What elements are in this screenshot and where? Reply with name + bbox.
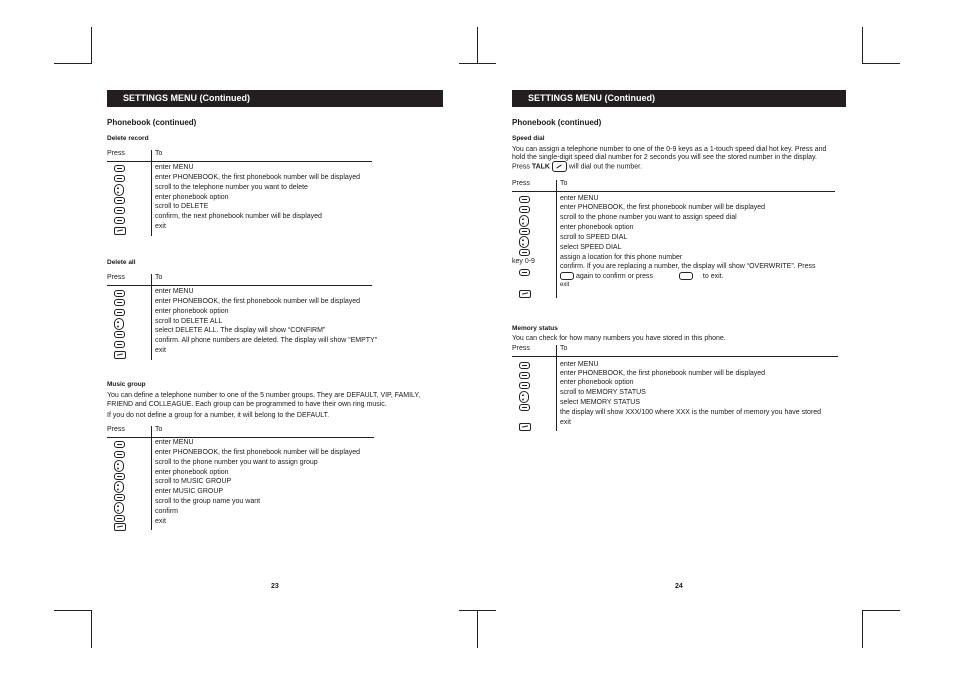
header-title: SETTINGS MENU (Continued): [528, 93, 655, 103]
menu-key-icon: [114, 207, 125, 214]
menu-key-icon: [519, 249, 530, 256]
divider: [107, 437, 374, 438]
table-row: confirm. If you are replacing a number, the display will show “OVERWRITE”. Press: [560, 263, 816, 270]
nav-key-icon: [114, 318, 124, 330]
page-header: [107, 90, 443, 107]
menu-key-icon: [519, 196, 530, 203]
divider: [556, 180, 557, 298]
divider: [151, 426, 152, 530]
table-row: enter PHONEBOOK, the first phonebook number will be displayed: [560, 370, 766, 377]
divider: [151, 150, 152, 236]
table-row: confirm. All phone numbers are deleted. The display will show “EMPTY”: [155, 337, 378, 344]
key-0-9-label: key 0-9: [512, 258, 535, 265]
talk-label: TALK: [531, 163, 550, 171]
paragraph: You can check for how many numbers you have stored in this phone.: [512, 335, 726, 342]
table-row: scroll to MUSIC GROUP: [155, 478, 232, 485]
table-row: assign a location for this phone number: [560, 254, 683, 261]
memory-status-table: [512, 345, 838, 431]
table-row: enter MENU: [155, 439, 194, 446]
section-title: Phonebook (continued): [107, 118, 197, 127]
delete-all-table: [107, 274, 378, 360]
menu-key-icon: [519, 372, 530, 379]
menu-key-icon: [114, 494, 125, 501]
delete-record-table: [107, 150, 372, 236]
nav-key-icon: [519, 391, 529, 403]
table-row: scroll to MEMORY STATUS: [560, 389, 646, 396]
page-header: [512, 90, 846, 107]
divider: [512, 191, 835, 192]
crop-mark: [862, 27, 863, 63]
divider: [151, 274, 152, 360]
crop-mark: [91, 27, 92, 63]
memory-status-title: Memory status: [512, 325, 558, 332]
table-row: exit: [560, 282, 570, 288]
col-press: Press: [512, 345, 530, 352]
table-row: scroll to the group name you want: [155, 498, 261, 505]
table-row: enter phonebook option: [155, 469, 229, 476]
end-key-icon: [519, 423, 531, 431]
table-row: enter PHONEBOOK, the first phonebook number will be displayed: [155, 298, 361, 305]
crop-mark: [91, 610, 92, 648]
confirm-text: again to confirm or press: [575, 273, 653, 280]
paragraph: If you do not define a group for a number, it will belong to the DEFAULT.: [107, 412, 330, 419]
menu-key-icon: [114, 441, 125, 448]
menu-key-icon: [519, 362, 530, 369]
menu-key-icon: [560, 272, 574, 280]
menu-key-icon: [114, 331, 125, 338]
crop-mark: [459, 610, 496, 611]
paragraph: hold the single-digit speed dial number for 2 seconds you will see the stored number in the display.: [512, 154, 817, 161]
menu-key-icon: [114, 165, 125, 172]
divider: [512, 356, 838, 357]
nav-key-icon: [114, 502, 124, 514]
col-press: Press: [512, 180, 530, 187]
col-press: Press: [107, 426, 125, 433]
paragraph: FRIEND and COLLEAGUE. Each group can be programmed to have their own ring music.: [107, 401, 387, 408]
end-key-icon: [114, 523, 126, 531]
table-row: scroll to DELETE ALL: [155, 318, 223, 325]
menu-key-icon: [114, 299, 125, 306]
nav-key-icon: [114, 481, 124, 493]
col-to: To: [560, 180, 568, 187]
confirm-text: to exit.: [702, 273, 724, 280]
table-row: enter MENU: [560, 195, 599, 202]
menu-key-icon: [519, 404, 530, 411]
crop-mark: [862, 610, 863, 648]
table-row: the display will show XXX/100 where XXX is the number of memory you have stored: [560, 409, 822, 416]
delete-all-title: Delete all: [107, 259, 136, 266]
crop-mark: [477, 27, 478, 63]
speed-dial-title: Speed dial: [512, 135, 545, 142]
menu-key-icon: [519, 382, 530, 389]
table-row: enter phonebook option: [155, 308, 229, 315]
end-key-icon: [114, 351, 126, 359]
menu-key-icon: [114, 197, 125, 204]
music-group-table: [107, 426, 374, 530]
music-group-title: Music group: [107, 381, 146, 388]
page-number: 23: [271, 583, 279, 590]
menu-key-icon: [114, 341, 125, 348]
table-row: exit: [155, 223, 166, 230]
divider: [107, 285, 372, 286]
delete-record-title: Delete record: [107, 135, 149, 142]
table-row: scroll to DELETE: [155, 203, 209, 210]
menu-key-icon: [114, 309, 125, 316]
paragraph-text: Press: [512, 163, 532, 171]
section-title: Phonebook (continued): [512, 118, 602, 127]
col-press: Press: [107, 274, 125, 281]
table-row: enter phonebook option: [560, 379, 634, 386]
table-row: enter PHONEBOOK, the first phonebook number will be displayed: [155, 174, 361, 181]
paragraph: You can define a telephone number to one of the 5 number groups. They are DEFAULT, VIP, FAMILY,: [107, 392, 421, 399]
menu-key-icon: [519, 228, 530, 235]
end-key-icon: [519, 290, 531, 298]
table-row: enter MENU: [155, 288, 194, 295]
table-row: confirm: [155, 508, 178, 515]
table-row: enter PHONEBOOK, the first phonebook number will be displayed: [155, 449, 361, 456]
menu-key-icon: [114, 451, 125, 458]
nav-key-icon: [519, 215, 529, 227]
table-row: exit: [155, 518, 166, 525]
table-row: enter MUSIC GROUP: [155, 488, 224, 495]
divider: [556, 345, 557, 431]
end-key-icon: [679, 272, 693, 280]
crop-mark: [862, 63, 900, 64]
nav-key-icon: [519, 236, 529, 248]
table-row: scroll to the phone number you want to assign speed dial: [560, 214, 737, 221]
col-to: To: [560, 345, 568, 352]
divider: [107, 161, 372, 162]
table-row: exit: [155, 347, 166, 354]
col-to: To: [155, 426, 163, 433]
paragraph-text: will dial out the number.: [568, 163, 643, 171]
menu-key-icon: [114, 290, 125, 297]
table-row: enter MENU: [560, 361, 599, 368]
table-row: scroll to the phone number you want to assign group: [155, 459, 318, 466]
col-to: To: [155, 274, 163, 281]
menu-key-icon: [519, 206, 530, 213]
crop-mark: [54, 63, 92, 64]
nav-key-icon: [114, 184, 124, 196]
table-row: confirm, the next phonebook number will be displayed: [155, 213, 322, 220]
talk-key-icon: [552, 161, 567, 172]
menu-key-icon: [114, 473, 125, 480]
crop-mark: [54, 610, 92, 611]
end-key-icon: [114, 227, 126, 235]
table-row: scroll to SPEED DIAL: [560, 234, 628, 241]
crop-mark: [862, 610, 900, 611]
table-row: exit: [560, 419, 571, 426]
table-row: select MEMORY STATUS: [560, 399, 640, 406]
table-row: enter MENU: [155, 164, 194, 171]
menu-key-icon: [114, 175, 125, 182]
menu-key-icon: [519, 269, 530, 276]
crop-mark: [477, 610, 478, 648]
page-number: 24: [675, 583, 683, 590]
table-row: enter phonebook option: [560, 224, 634, 231]
menu-key-icon: [114, 515, 125, 522]
header-title: SETTINGS MENU (Continued): [123, 93, 250, 103]
col-press: Press: [107, 150, 125, 157]
paragraph: [512, 161, 642, 172]
menu-key-icon: [114, 217, 125, 224]
speed-dial-table: [512, 180, 835, 298]
table-row: select SPEED DIAL: [560, 244, 622, 251]
table-row: enter PHONEBOOK, the first phonebook number will be displayed: [560, 204, 766, 211]
col-to: To: [155, 150, 163, 157]
nav-key-icon: [114, 460, 124, 472]
table-row: [560, 272, 724, 281]
table-row: enter phonebook option: [155, 194, 229, 201]
table-row: scroll to the telephone number you want to delete: [155, 184, 308, 191]
table-row: select DELETE ALL. The display will show “CONFIRM”: [155, 327, 326, 334]
crop-mark: [459, 63, 496, 64]
paragraph: You can assign a telephone number to one of the 0-9 keys as a 1-touch speed dial hot key. Press and: [512, 146, 827, 153]
